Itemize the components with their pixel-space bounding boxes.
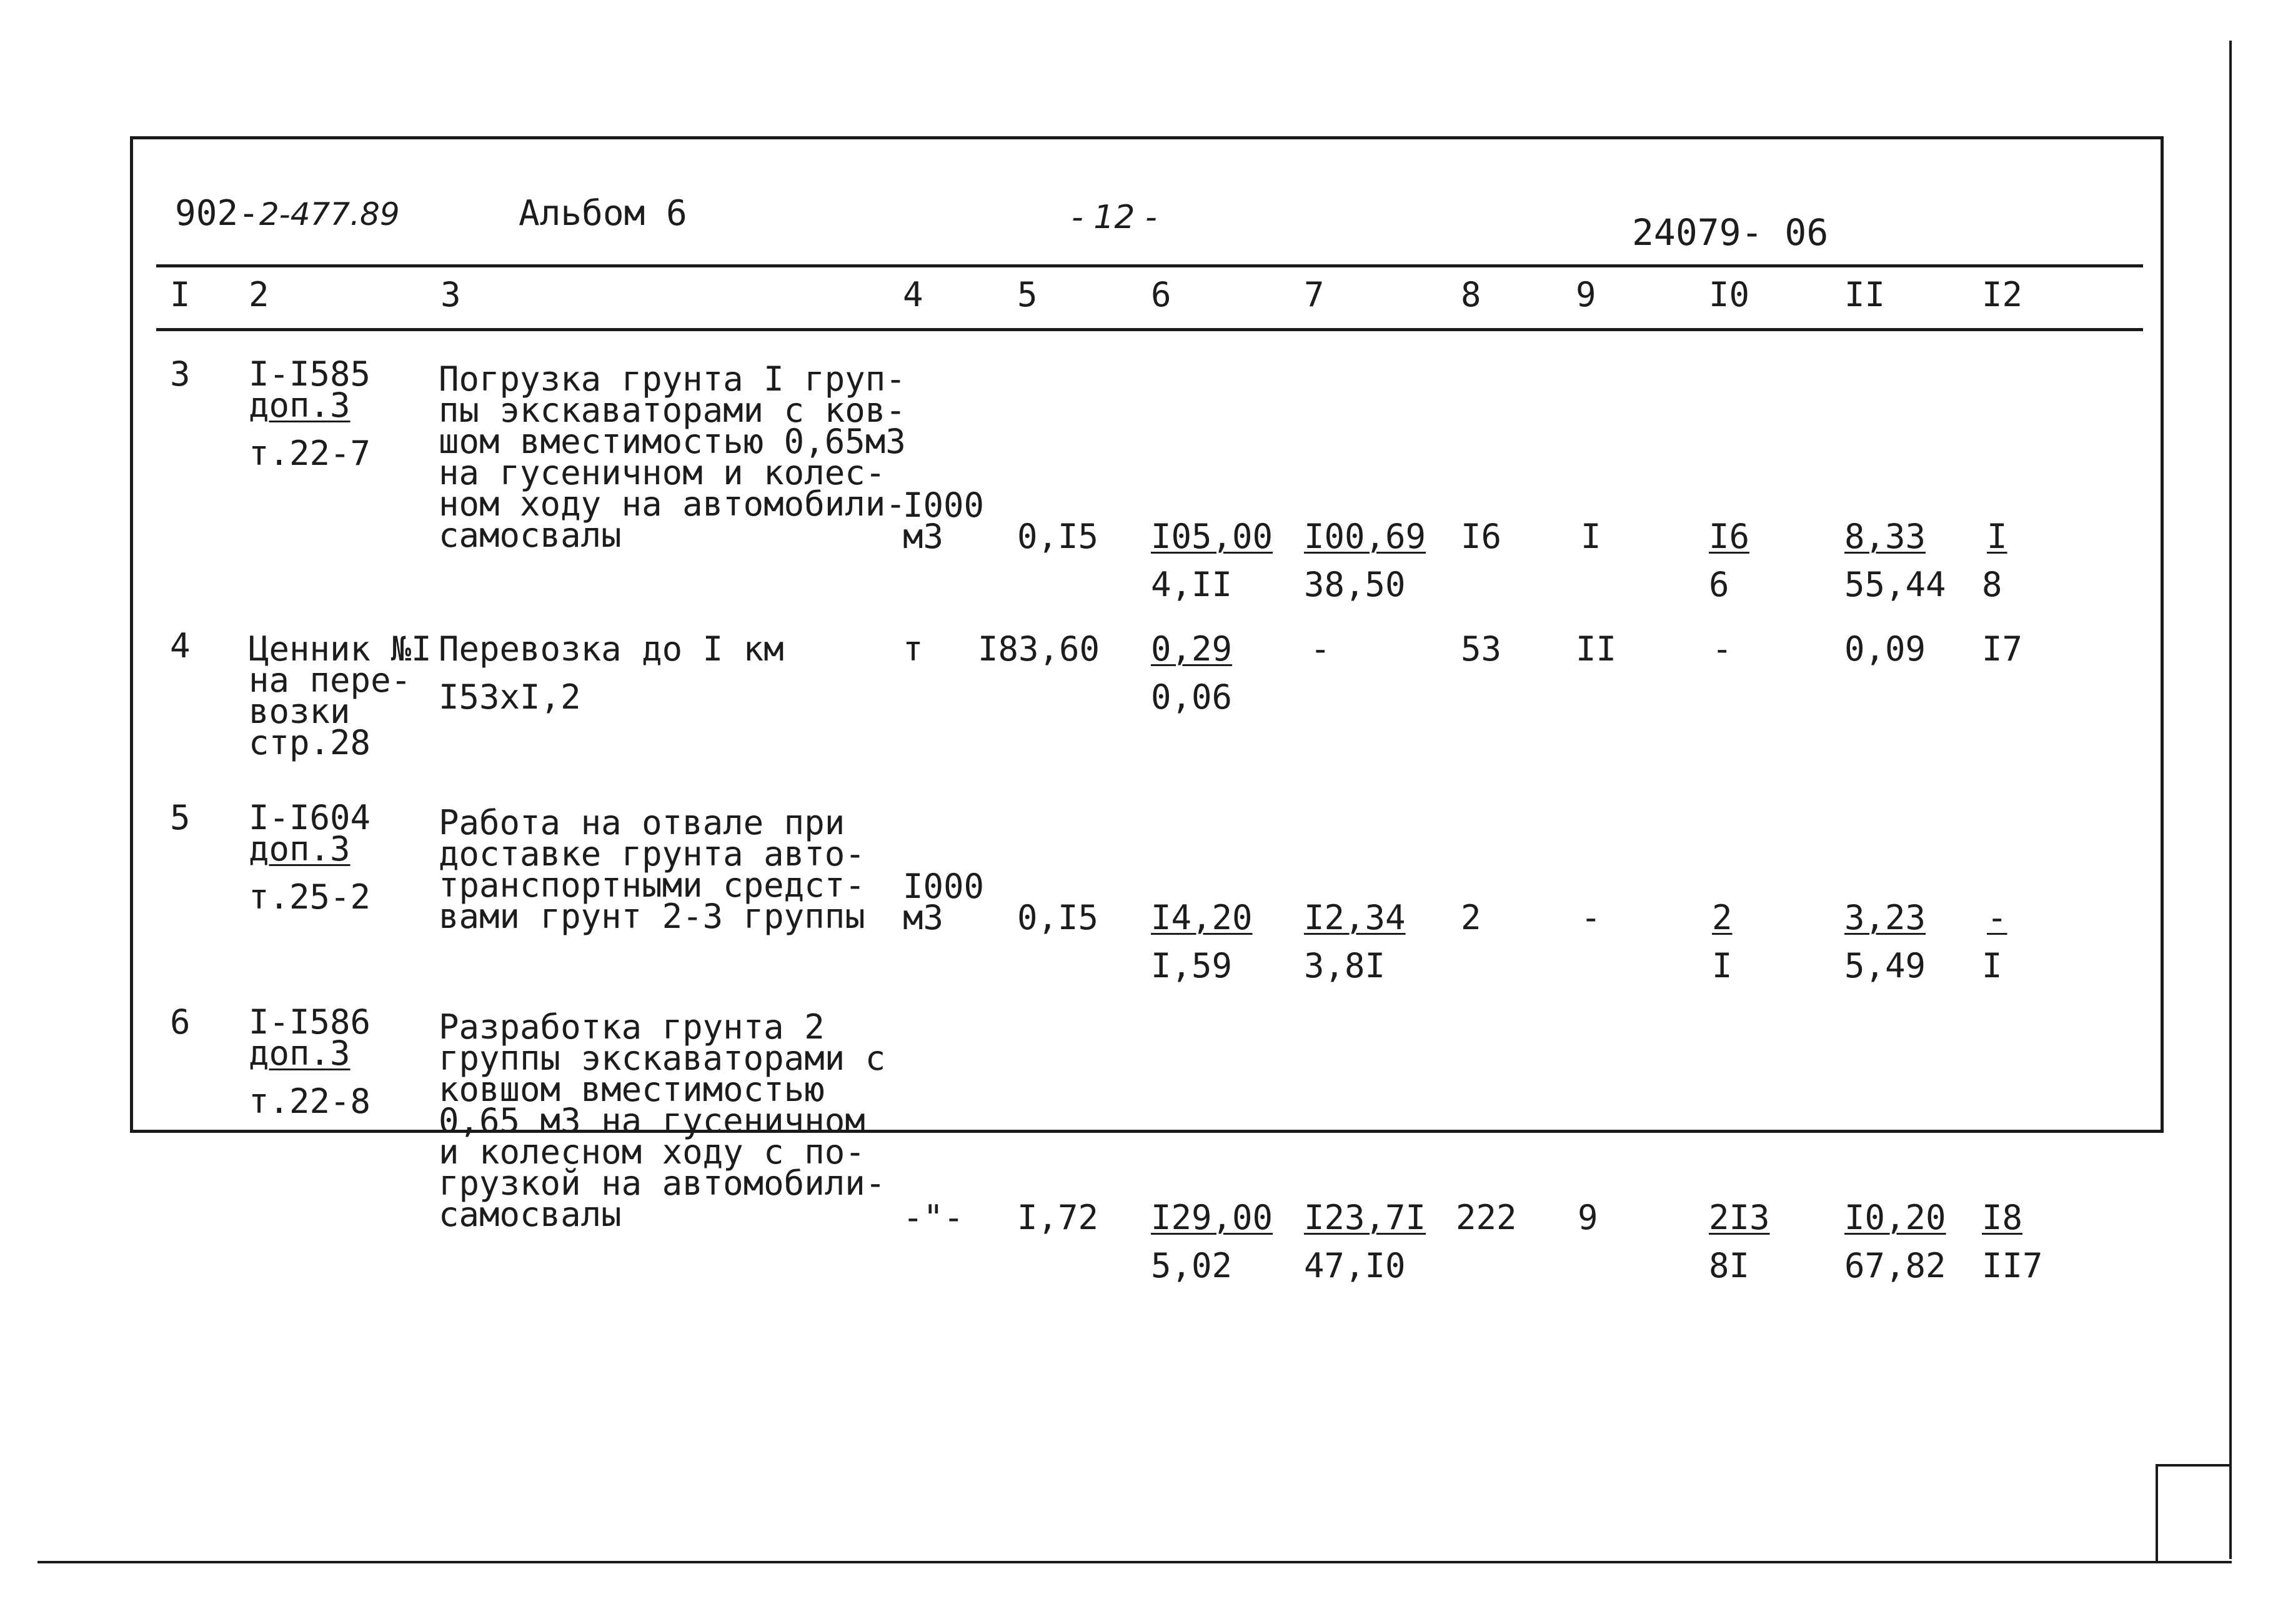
row-number: 5: [170, 798, 191, 837]
price-list-ref: Ценник №I: [249, 629, 432, 669]
col8-value: 53: [1461, 629, 1502, 669]
doc-number-handwritten: 2-477.89: [259, 196, 400, 232]
col-header-5: 5: [1017, 275, 1038, 314]
price-list-page: стр.28: [249, 723, 371, 762]
col12-bottom: II7: [1982, 1246, 2043, 1285]
col6-bottom: 0,06: [1151, 677, 1233, 717]
col-header-9: 9: [1576, 275, 1596, 314]
col11-bottom: 5,49: [1844, 946, 1926, 985]
row-number: 6: [170, 1002, 191, 1042]
col-header-2: 2: [249, 275, 269, 314]
col6-bottom: 4,II: [1151, 565, 1233, 604]
col10-value: -: [1712, 629, 1733, 669]
work-description: Перевозка до I км: [439, 629, 784, 669]
col9-value: -: [1581, 898, 1601, 937]
col6-top: I05,00: [1151, 517, 1273, 556]
col9-value: I: [1581, 517, 1601, 556]
unit-name: т: [903, 629, 923, 669]
quantity: 0,I5: [1017, 898, 1099, 937]
unit-qty: I000: [903, 486, 985, 525]
col7-bottom: 3,8I: [1304, 946, 1386, 985]
col7-bottom: 38,50: [1304, 565, 1406, 604]
col-header-12: I2: [1982, 275, 2023, 314]
doc-code: [1632, 211, 1829, 254]
col11-top: 8,33: [1844, 517, 1926, 556]
frame-top-border: [130, 136, 2164, 139]
col10-top: I6: [1709, 517, 1750, 556]
stamp-box-left: [2156, 1464, 2158, 1561]
col9-value: 9: [1578, 1198, 1598, 1237]
col-header-6: 6: [1151, 275, 1171, 314]
col11-bottom: 55,44: [1844, 565, 1946, 604]
header-rule-top: [156, 264, 2143, 267]
col7-top: I00,69: [1304, 517, 1426, 556]
row-number: 4: [170, 626, 191, 665]
page-number: - 12 -: [1072, 199, 1157, 236]
norm-supplement: доп.3: [249, 829, 351, 869]
col10-top: 2I3: [1709, 1198, 1770, 1237]
frame-right-border: [2161, 136, 2164, 1133]
col8-value: 222: [1456, 1198, 1517, 1237]
norm-supplement: доп.3: [249, 1034, 351, 1073]
col6-top: I29,00: [1151, 1198, 1273, 1237]
col11-top: 3,23: [1844, 898, 1926, 937]
col-header-10: I0: [1709, 275, 1750, 314]
frame-left-border: [130, 136, 133, 1133]
col-header-8: 8: [1461, 275, 1481, 314]
col11-bottom: 67,82: [1844, 1246, 1946, 1285]
col6-bottom: 5,02: [1151, 1246, 1233, 1285]
col12-top: I: [1987, 517, 2007, 556]
col6-top: I4,20: [1151, 898, 1253, 937]
col12-bottom: 8: [1982, 565, 2002, 604]
col6-bottom: I,59: [1151, 946, 1233, 985]
quantity: I83,60: [978, 629, 1100, 669]
doc-number: [175, 195, 400, 233]
col8-value: 2: [1461, 898, 1481, 937]
col7-top: I23,7I: [1304, 1198, 1426, 1237]
work-description: Разработка грунта 2 группы экскаваторами с ковшом вместимостью 0,65 м3 на гусеничном и колесном ходу с по- грузкой на автомобили- самосвалы: [439, 1007, 886, 1234]
col7-bottom: 47,I0: [1304, 1246, 1406, 1285]
col8-value: I6: [1461, 517, 1502, 556]
outer-bottom-border: [37, 1561, 2232, 1563]
col-header-11: II: [1844, 275, 1886, 314]
stamp-box-top: [2156, 1464, 2231, 1467]
doc-number-prefix: 902-: [175, 193, 259, 234]
col-header-1: I: [170, 275, 191, 314]
col11-top: I0,20: [1844, 1198, 1946, 1237]
col10-bottom: 6: [1709, 565, 1729, 604]
norm-code: I-I585: [249, 354, 371, 394]
norm-table-ref: т.25-2: [249, 877, 371, 917]
header-rule-bottom: [156, 328, 2143, 331]
doc-code-text: 24079- 06: [1632, 211, 1829, 254]
quantity: 0,I5: [1017, 517, 1099, 556]
work-description: Работа на отвале при доставке грунта авто- транспортными средст- вами грунт 2-3 группы: [439, 803, 865, 936]
col12-top: I8: [1982, 1198, 2023, 1237]
col7-value: -: [1310, 629, 1331, 669]
norm-table-ref: т.22-8: [249, 1082, 371, 1121]
col12-value: I7: [1982, 629, 2023, 669]
col9-value: II: [1576, 629, 1617, 669]
norm-code: I-I604: [249, 798, 371, 837]
price-list-ref-line2: на пере-: [249, 660, 412, 700]
row-number: 3: [170, 354, 191, 394]
col10-bottom: 8I: [1709, 1246, 1750, 1285]
col-header-3: 3: [440, 275, 461, 314]
album-label: Альбом 6: [519, 193, 687, 234]
quantity: I,72: [1017, 1198, 1099, 1237]
col-header-4: 4: [903, 275, 923, 314]
work-description: Погрузка грунта I груп- пы экскаваторами с ков- шом вместимостью 0,65м3 на гусеничном и колес- ном ходу на автомобили- самосвалы: [439, 359, 906, 555]
col10-bottom: I: [1712, 946, 1733, 985]
work-description-formula: I53xI,2: [439, 677, 581, 717]
col12-top: -: [1987, 898, 2007, 937]
unit-name: м3: [903, 517, 944, 556]
norm-code: I-I586: [249, 1002, 371, 1042]
unit-name: -"-: [903, 1198, 964, 1237]
col12-bottom: I: [1982, 946, 2002, 985]
col6-top: 0,29: [1151, 629, 1233, 669]
outer-right-border: [2229, 41, 2232, 1559]
norm-supplement: доп.3: [249, 386, 351, 425]
unit-name: м3: [903, 898, 944, 937]
col10-top: 2: [1712, 898, 1733, 937]
norm-table-ref: т.22-7: [249, 434, 371, 473]
price-list-ref-line3: возки: [249, 692, 351, 731]
col-header-7: 7: [1304, 275, 1325, 314]
frame-bottom-border: [130, 1130, 2164, 1133]
unit-qty: I000: [903, 867, 985, 906]
col11-value: 0,09: [1844, 629, 1926, 669]
col7-top: I2,34: [1304, 898, 1406, 937]
